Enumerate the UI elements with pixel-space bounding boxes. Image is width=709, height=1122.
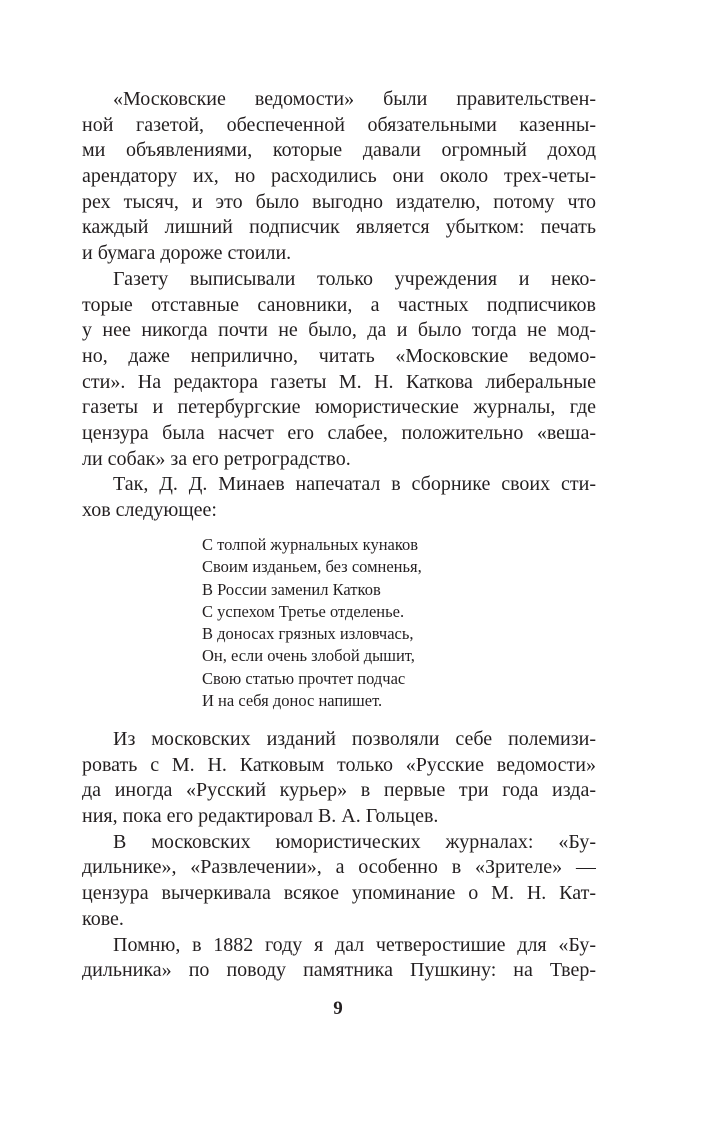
text-line: у нее никогда почти не было, да и было тогда не мод- [82, 319, 596, 342]
text-line: сти». На редактора газеты М. Н. Каткова либеральные [82, 370, 596, 393]
text-line: В московских юмористических журналах: «Бу- [113, 830, 596, 853]
poem-line: Свою статью прочтет подчас [202, 668, 406, 688]
text-line: но, даже неприлично, читать «Московские ведомо- [82, 344, 596, 367]
poem-line: В доносах грязных изловчась, [202, 624, 414, 644]
text-line: дильнике», «Развлечении», а особенно в «Зрителе» — [82, 856, 596, 879]
text-line: ровать с М. Н. Катковым только «Русские ведомости» [82, 753, 596, 776]
text-line: арендатору их, но расходились они около трех-четы- [82, 165, 596, 188]
text-line: кове. [82, 907, 124, 930]
paragraph [82, 87, 596, 267]
poem-line: С успехом Третье отделенье. [202, 601, 405, 621]
text-line: и бумага дороже стоили. [82, 242, 292, 265]
text-line: Газету выписывали только учреждения и неко- [113, 267, 596, 290]
paragraph [82, 472, 596, 523]
paragraph [82, 727, 596, 830]
text-line: торые отставные сановники, а частных подписчиков [82, 293, 596, 316]
text-line: Помню, в 1882 году я дал четверостишие для «Бу- [113, 933, 596, 956]
text-line: ной газетой, обеспеченной обязательными казенны- [82, 113, 596, 136]
text-block-top [82, 87, 596, 524]
page-number: 9 [333, 998, 343, 1019]
text-line: Так, Д. Д. Минаев напечатал в сборнике своих сти- [113, 473, 596, 496]
poem-line: Своим изданьем, без сомненья, [202, 557, 422, 577]
text-line: каждый лишний подписчик является убытком: печать [82, 216, 596, 239]
text-line: ния, пока его редактировал В. А. Гольцев. [82, 805, 439, 828]
text-line: да иногда «Русский курьер» в первые три года изда- [82, 779, 596, 802]
paragraph [82, 933, 596, 984]
text-line: хов следующее: [82, 499, 217, 521]
poem-line: С толпой журнальных кунаков [202, 535, 419, 554]
poem-line: Он, если очень злобой дышит, [202, 646, 415, 666]
text-block-bottom [82, 727, 596, 984]
text-line: рех тысяч, и это было выгодно издателю, потому что [82, 190, 596, 213]
text-line: «Московские ведомости» были правительствен- [113, 88, 596, 110]
poem-quote [202, 534, 422, 712]
text-line: Из московских изданий позволяли себе полемизи- [113, 728, 596, 750]
poem-line: И на себя донос напишет. [202, 691, 383, 711]
text-line: дильника» по поводу памятника Пушкину: на Твер- [82, 959, 596, 982]
text-line: цензура вычеркивала всякое упоминание о М. Н. Кат- [82, 882, 596, 905]
text-line: ми объявлениями, которые давали огромный доход [82, 139, 596, 162]
paragraph [82, 267, 596, 473]
text-line: газеты и петербургские юмористические журналы, где [82, 396, 596, 419]
text-line: ли собак» за его ретроградство. [82, 447, 351, 470]
poem-line: В России заменил Катков [202, 579, 381, 599]
paragraph [82, 830, 596, 933]
text-line: цензура была насчет его слабее, положительно «веша- [82, 421, 596, 444]
